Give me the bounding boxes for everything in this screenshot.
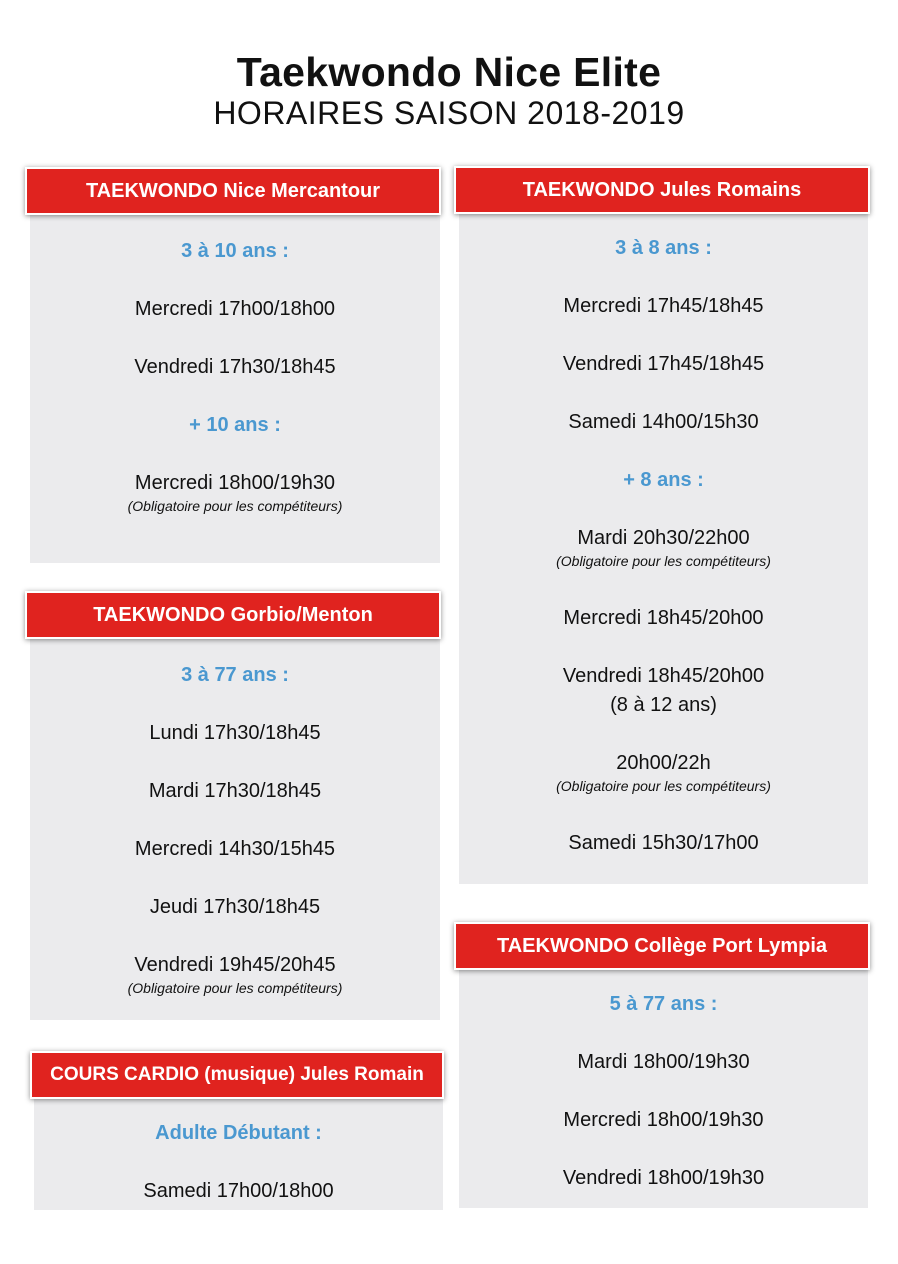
schedule-note: (Obligatoire pour les compétiteurs) (556, 553, 771, 569)
schedule-time: Mardi 18h00/19h30 (577, 1051, 750, 1073)
schedule-time: Vendredi 19h45/20h45 (134, 954, 336, 976)
schedule-note: (Obligatoire pour les compétiteurs) (127, 980, 343, 996)
schedule-panel (30, 190, 440, 563)
schedule-time: Mercredi 18h00/19h30 (134, 472, 336, 494)
schedule-list (30, 646, 440, 1016)
schedule-time: Jeudi 17h30/18h45 (149, 896, 321, 918)
schedule-time: Vendredi 17h30/18h45 (134, 356, 336, 378)
age-group-heading: 5 à 77 ans : (609, 993, 718, 1015)
schedule-note: (Obligatoire pour les compétiteurs) (127, 498, 343, 514)
schedule-time: Samedi 14h00/15h30 (568, 411, 759, 433)
age-group-heading: Adulte Débutant : (155, 1122, 322, 1144)
section-banner: TAEKWONDO Nice Mercantour (25, 167, 441, 215)
age-group-heading: 3 à 8 ans : (615, 237, 712, 259)
schedule-list (459, 219, 868, 872)
schedule-time: Mercredi 17h00/18h00 (134, 298, 336, 320)
page-title: Taekwondo Nice Elite (236, 49, 662, 95)
age-group-heading: + 8 ans : (623, 469, 704, 491)
schedule-time: Mercredi 17h45/18h45 (563, 295, 764, 317)
schedule-panel (459, 946, 868, 1208)
schedule-subnote: (8 à 12 ans) (610, 693, 717, 716)
schedule-time: Lundi 17h30/18h45 (149, 722, 321, 744)
schedule-time: Mercredi 14h30/15h45 (134, 838, 336, 860)
schedule-panel (30, 615, 440, 1020)
schedule-note: (Obligatoire pour les compétiteurs) (556, 778, 771, 794)
schedule-list (34, 1104, 443, 1220)
section-banner: TAEKWONDO Gorbio/Menton (25, 591, 441, 639)
age-group-heading: + 10 ans : (189, 414, 281, 436)
age-group-heading: 3 à 77 ans : (181, 664, 289, 686)
schedule-time: Mercredi 18h00/19h30 (563, 1109, 764, 1131)
schedule-time: Vendredi 17h45/18h45 (562, 353, 765, 375)
schedule-time: Mardi 17h30/18h45 (148, 780, 322, 802)
page-subtitle: HORAIRES SAISON 2018-2019 (213, 95, 685, 131)
age-group-heading: 3 à 10 ans : (181, 240, 289, 262)
schedule-list (459, 975, 868, 1207)
schedule-time: Mardi 20h30/22h00 (577, 527, 750, 549)
schedule-time: Samedi 17h00/18h00 (143, 1180, 334, 1202)
section-banner: TAEKWONDO Collège Port Lympia (454, 922, 870, 970)
schedule-time: Mercredi 18h45/20h00 (563, 607, 764, 629)
schedule-time: 20h00/22h (616, 752, 711, 774)
schedule-panel (459, 190, 868, 884)
section-banner: TAEKWONDO Jules Romains (454, 166, 870, 214)
schedule-time: Samedi 15h30/17h00 (568, 832, 759, 854)
schedule-time: Vendredi 18h00/19h30 (562, 1167, 765, 1189)
section-banner: COURS CARDIO (musique) Jules Romain (30, 1051, 444, 1099)
schedule-time: Vendredi 18h45/20h00 (562, 665, 765, 687)
schedule-list (30, 222, 440, 534)
